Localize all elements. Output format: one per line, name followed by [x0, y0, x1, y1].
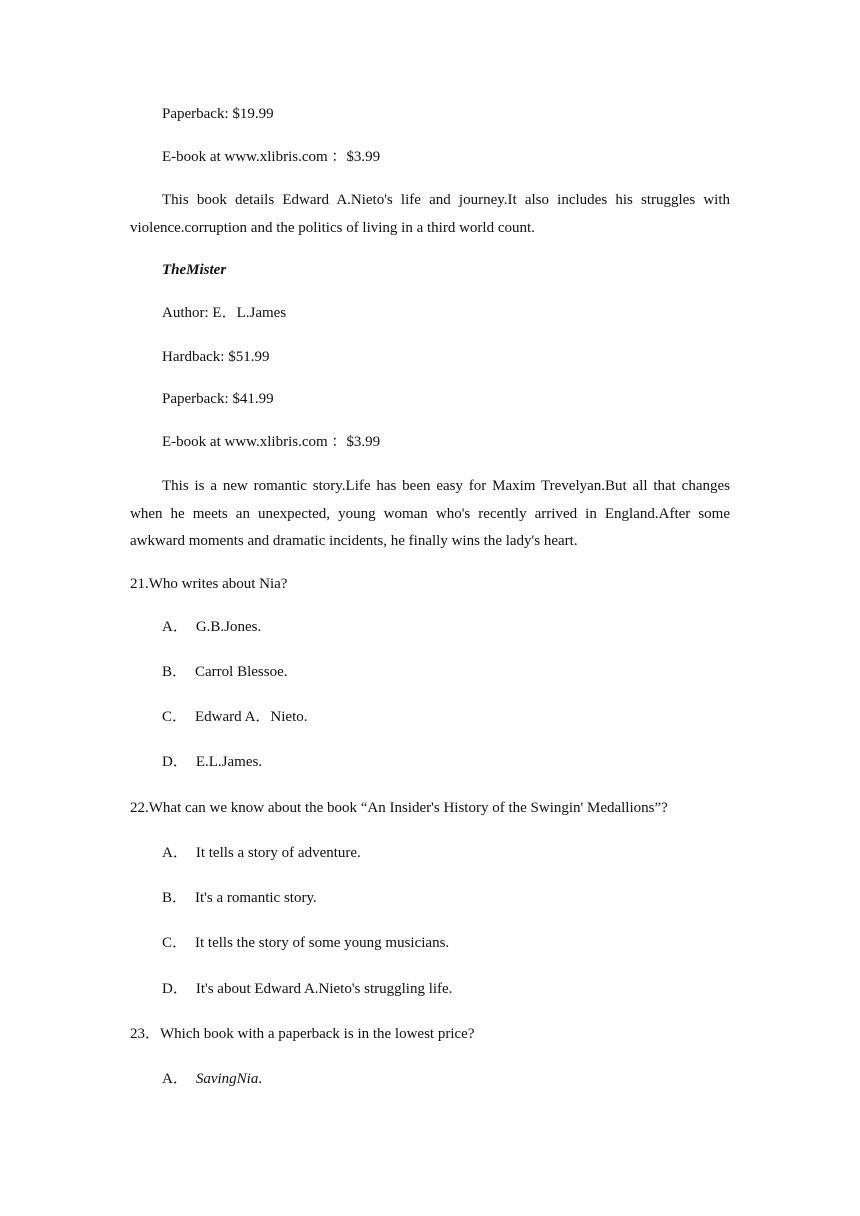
- option-text: It tells a story of adventure.: [195, 845, 361, 861]
- option-letter: A．: [162, 845, 188, 861]
- answer-option: [162, 662, 288, 682]
- answer-option: [162, 888, 317, 908]
- option-text: It tells the story of some young musicians.: [195, 935, 450, 951]
- option-suffix: .: [258, 1071, 263, 1087]
- answer-option: [162, 933, 449, 953]
- question-stem: 23．Which book with a paperback is in the lowest price?: [130, 1026, 475, 1042]
- option-text: It's about Edward A.Nieto's struggling life.: [195, 981, 453, 997]
- book-description: This is a new romantic story.Life has been easy for Maxim Trevelyan.But all that changes when he meets an unexpected, young woman who's recently arrived in England.After some awkward moments and dramatic incidents, he finally wins the lady's heart.: [130, 478, 730, 549]
- option-letter: B．: [162, 890, 188, 906]
- paperback-price: Paperback: $41.99: [162, 391, 274, 407]
- paperback-price: Paperback: $19.99: [162, 106, 274, 122]
- question-stem: 21.Who writes about Nia?: [130, 576, 288, 592]
- option-letter: C．: [162, 709, 188, 725]
- question-stem: 22.What can we know about the book “An Insider's History of the Swingin' Medallions”?: [130, 800, 668, 816]
- option-letter: B．: [162, 664, 188, 680]
- option-letter: C．: [162, 935, 188, 951]
- option-text: E.L.James.: [195, 754, 263, 770]
- answer-option: [162, 843, 361, 863]
- option-text: G.B.Jones.: [195, 619, 262, 635]
- answer-option: [162, 979, 452, 999]
- answer-option: [162, 1069, 262, 1089]
- ebook-price: E-book at www.xlibris.com ：$3.99: [162, 149, 381, 165]
- option-letter: D．: [162, 981, 188, 997]
- option-letter: D．: [162, 754, 188, 770]
- answer-option: [162, 617, 261, 637]
- answer-option: [162, 752, 262, 772]
- option-text: Carrol Blessoe.: [195, 664, 288, 680]
- book-title: TheMister: [162, 262, 227, 278]
- hardback-price: Hardback: $51.99: [162, 349, 270, 365]
- option-letter: A．: [162, 619, 188, 635]
- book-description: This book details Edward A.Nieto's life and journey.It also includes his struggles with violence.corruption and the politics of living in a third world count.: [130, 192, 730, 236]
- book-author: Author: E．L.James: [162, 305, 287, 321]
- ebook-price: E-book at www.xlibris.com ：$3.99: [162, 434, 381, 450]
- option-letter: A．: [162, 1071, 188, 1087]
- option-text: Edward A．Nieto.: [195, 709, 308, 725]
- option-text: SavingNia: [195, 1071, 259, 1087]
- option-text: It's a romantic story.: [195, 890, 317, 906]
- answer-option: [162, 707, 308, 727]
